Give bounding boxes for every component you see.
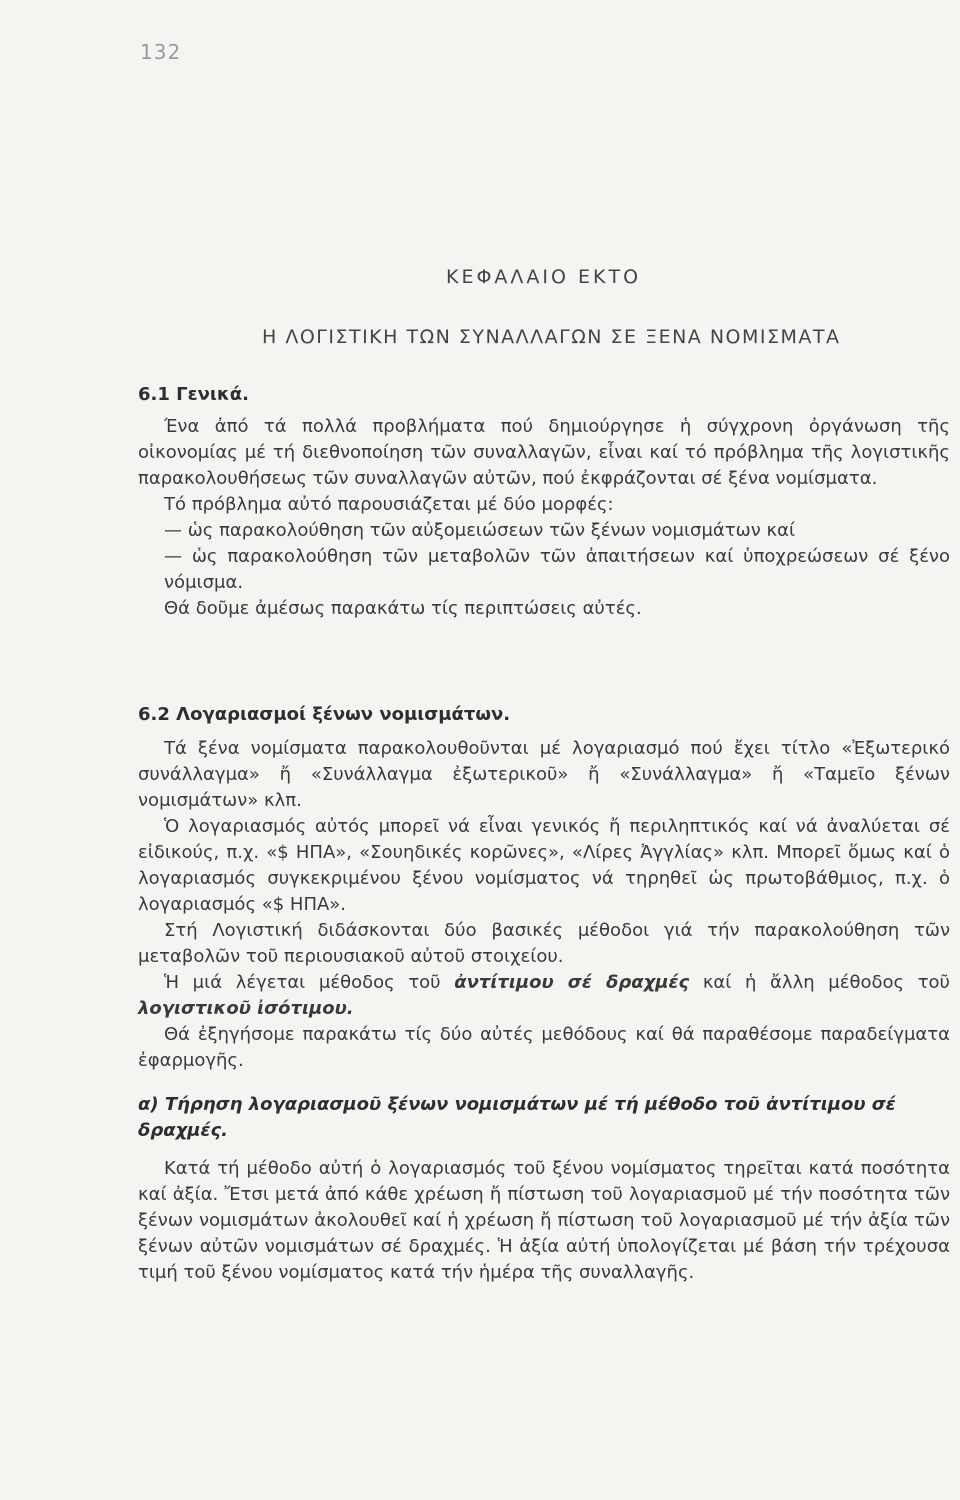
list-item: — ὡς παρακολούθηση τῶν μεταβολῶν τῶν ἀπαιτήσεων καί ὑποχρεώσεων σέ ξένο νόμισμα.: [164, 546, 950, 593]
paragraph: Ὁ λογαριασμός αὐτός μπορεῖ νά εἶναι γενικός ἤ περιληπτικός καί νά ἀναλύεται σέ εἰδικούς, π.χ. «$ ΗΠΑ», «Σουηδικές κορῶνες», «Λίρες Ἀγγλίας» κλπ. Μπορεῖ ὅμως καί ὁ λογαριασμός συγκεκριμένου ξένου νομίσματος νά τηρηθεῖ ὡς πρωτοβάθμιος, π.χ. ὁ λογαριασμός «$ ΗΠΑ».: [138, 816, 950, 915]
paragraph: Τά ξένα νομίσματα παρακολουθοῦνται μέ λογαριασμό πού ἔχει τίτλο «Ἐξωτερικό συνάλλαγμα» ἤ «Συνάλλαγμα ἐξωτερικοῦ» ἤ «Συνάλλαγμα» ἤ «Ταμεῖο ξένων νομισμάτων» κλπ.: [138, 738, 950, 811]
paragraph: Κατά τή μέθοδο αὐτή ὁ λογαριασμός τοῦ ξένου νομίσματος τηρεῖται κατά ποσότητα καί ἀξία. Ἔτσι μετά ἀπό κάθε χρέωση ἤ πίστωση τοῦ λογαριασμοῦ μέ τήν ποσότητα τῶν ξένων νομισμάτων ἀκολουθεῖ καί ἡ χρέωση ἤ πίστωση τοῦ λογαριασμοῦ μέ τήν ἀξία τῶν ξένων αὐτῶν νομισμάτων σέ δραχμές. Ἡ ἀξία αὐτή ὑπολογίζεται μέ βάση τήν τρέχουσα τιμή τοῦ ξένου νομίσματος κατά τήν ἡμέρα τῆς συναλλαγῆς.: [138, 1158, 950, 1283]
paragraph: Θά ἐξηγήσομε παρακάτω τίς δύο αὐτές μεθόδους καί θά παραθέσομε παραδείγματα ἐφαρμογῆς.: [138, 1024, 950, 1071]
emphasis-term: ἀντίτιμου σέ δραχμές: [454, 972, 690, 993]
chapter-title: Η ΛΟΓΙΣΤΙΚΗ ΤΩΝ ΣΥΝΑΛΛΑΓΩΝ ΣΕ ΞΕΝΑ ΝΟΜΙΣΜΑΤΑ: [262, 326, 841, 348]
emphasis-term: λογιστικοῦ ἰσότιμου.: [138, 998, 354, 1019]
paragraph: [138, 970, 950, 1022]
paragraph: Στή Λογιστική διδάσκονται δύο βασικές μέθοδοι γιά τήν παρακολούθηση τῶν μεταβολῶν τοῦ περιουσιακοῦ αὐτοῦ στοιχείου.: [138, 920, 950, 967]
section-6-2: [138, 702, 950, 1286]
paragraph: Τό πρόβλημα αὐτό παρουσιάζεται μέ δύο μορφές:: [164, 494, 614, 515]
section-heading: 6.2 Λογαριασμοί ξένων νομισμάτων.: [138, 704, 511, 725]
paragraph: Ένα ἀπό τά πολλά προβλήματα πού δημιούργησε ἡ σύγχρονη ὀργάνωση τῆς οἰκονομίας μέ τή διεθνοποίηση τῶν συναλλαγῶν, εἶναι καί τό πρόβλημα τῆς λογιστικῆς παρακολουθήσεως τῶν συναλλαγῶν αὐτῶν, πού ἐκφράζονται σέ ξένα νομίσματα.: [138, 416, 950, 489]
text-run: καί ἡ ἄλλη μέθοδος τοῦ: [689, 972, 950, 993]
list-item: — ὡς παρακολούθηση τῶν αὐξομειώσεων τῶν ξένων νομισμάτων καί: [164, 520, 796, 541]
section-heading: 6.1 Γενικά.: [138, 384, 249, 405]
chapter-label: ΚΕΦΑΛΑΙΟ ΕΚΤΟ: [446, 266, 642, 288]
page-number: 132: [140, 40, 182, 64]
subsection-heading: α) Τήρηση λογαριασμοῦ ξένων νομισμάτων μέ τή μέθοδο τοῦ ἀντίτιμου σέ δραχμές.: [138, 1094, 896, 1141]
text-run: Ἡ μιά λέγεται μέθοδος τοῦ: [164, 972, 455, 993]
paragraph: Θά δοῦμε ἀμέσως παρακάτω τίς περιπτώσεις αὐτές.: [164, 598, 642, 619]
section-6-1: [138, 382, 950, 622]
